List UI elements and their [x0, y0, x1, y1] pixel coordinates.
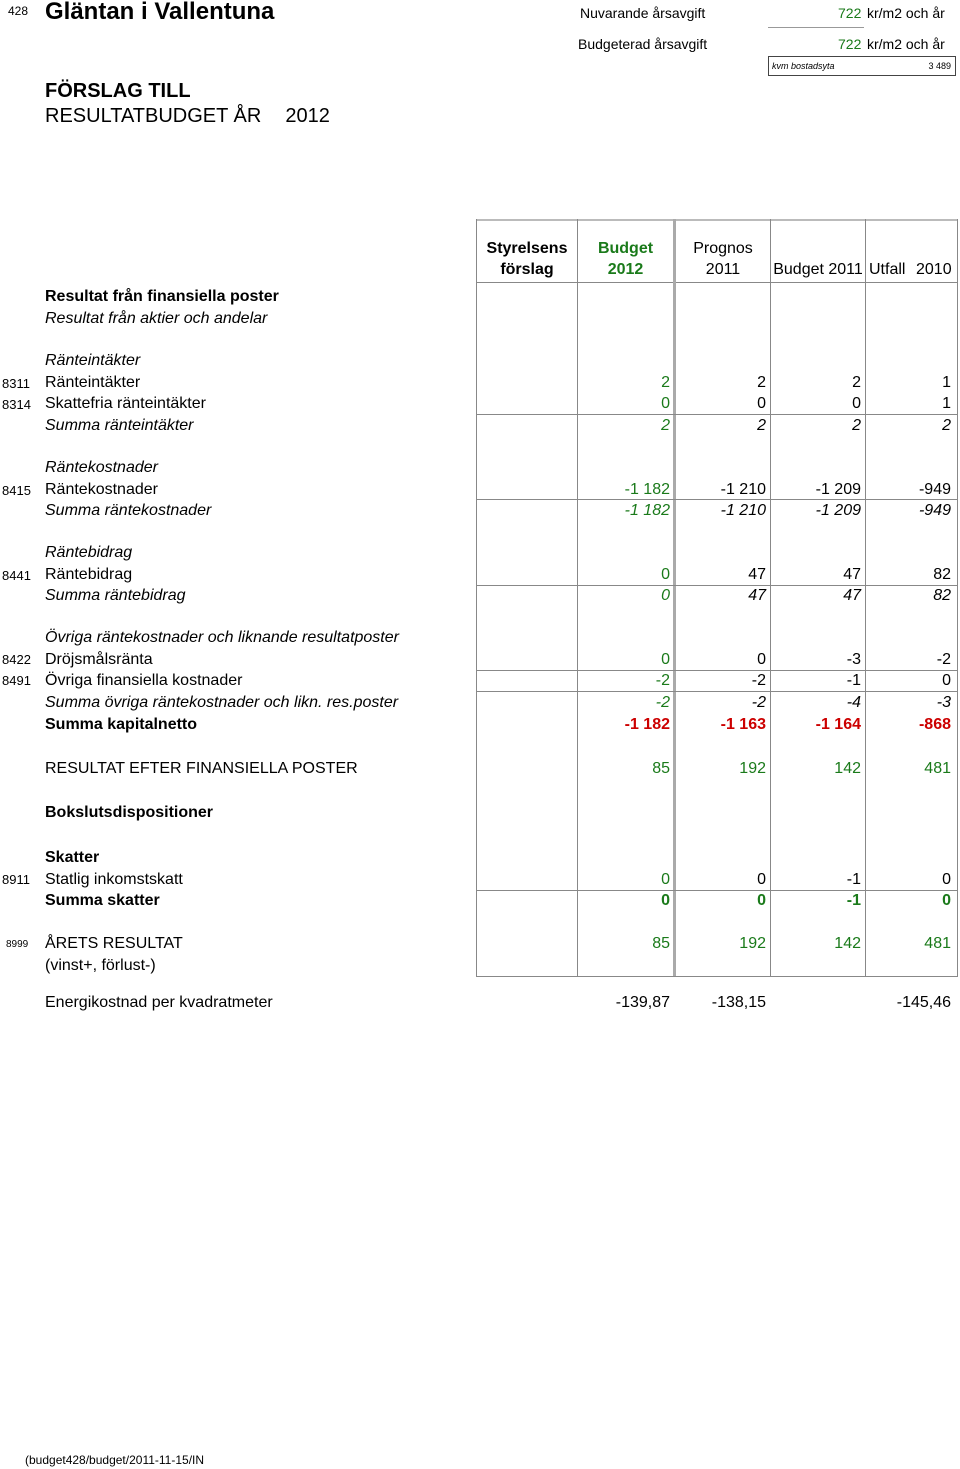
row-8422-prognos: 0 — [757, 651, 766, 668]
row-8441-budget2011: 47 — [843, 566, 861, 583]
energi-budget: -139,87 — [615, 994, 670, 1011]
row-8491-budget: -2 — [655, 672, 670, 689]
sum-ov-budget2011: -4 — [846, 694, 861, 711]
sum-rb-budget2011: 47 — [843, 587, 861, 604]
row-8415-utfall: -949 — [918, 481, 951, 498]
interest-cost-title: Räntekostnader — [45, 459, 158, 476]
row-8999-budget: 85 — [652, 935, 670, 952]
row-8311-budget2011: 2 — [852, 374, 861, 391]
row-8311-label: Ränteintäkter — [45, 374, 141, 391]
budget-fee-label: Budgeterad årsavgift — [578, 36, 708, 52]
page-number: 428 — [8, 4, 29, 18]
result-fin-prognos: 192 — [739, 760, 766, 777]
row-8441-utfall: 82 — [933, 566, 951, 583]
sum-skatt-label: Summa skatter — [45, 892, 160, 909]
interest-income-title: Ränteintäkter — [45, 352, 141, 369]
row-8441-label: Räntebidrag — [45, 566, 133, 583]
row-8441-prognos: 47 — [748, 566, 766, 583]
sum-ri-label: Summa ränteintäkter — [45, 417, 194, 434]
energi-utfall: -145,46 — [896, 994, 951, 1011]
sum-skatt-prognos: 0 — [757, 892, 766, 909]
result-fin-utfall: 481 — [924, 760, 951, 777]
row-8422-label: Dröjsmålsränta — [45, 651, 153, 668]
code-8415: 8415 — [2, 483, 31, 498]
col-utfall: Utfall — [869, 261, 906, 278]
area-label: kvm bostadsyta — [772, 61, 835, 71]
row-8311-utfall: 1 — [942, 374, 951, 391]
row-8422-budget: 0 — [661, 651, 670, 668]
sum-ov-budget: -2 — [655, 694, 670, 711]
row-8422-budget2011: -3 — [846, 651, 861, 668]
sum-ri-utfall: 2 — [942, 417, 951, 434]
result-fin-label: RESULTAT EFTER FINANSIELLA POSTER — [45, 760, 358, 777]
energi-prognos: -138,15 — [711, 994, 766, 1011]
row-8491-label: Övriga finansiella kostnader — [45, 672, 243, 689]
energi-label: Energikostnad per kvadratmeter — [45, 994, 273, 1011]
col-styrelsens-2: förslag — [500, 261, 554, 278]
area-box — [768, 56, 956, 76]
code-8911: 8911 — [2, 872, 30, 887]
sum-kap-utfall: -868 — [918, 716, 951, 733]
row-8311-prognos: 2 — [757, 374, 766, 391]
other-title: Övriga räntekostnader och liknande resultatposter — [45, 629, 399, 646]
sum-skatt-utfall: 0 — [942, 892, 951, 909]
row-8415-prognos: -1 210 — [720, 481, 766, 498]
sum-ov-prognos: -2 — [751, 694, 766, 711]
code-8999: 8999 — [6, 939, 29, 950]
row-8415-budget: -1 182 — [624, 481, 670, 498]
row-8311-budget: 2 — [661, 374, 670, 391]
row-8491-prognos: -2 — [751, 672, 766, 689]
sum-rk-budget2011: -1 209 — [815, 502, 861, 519]
row-8491-utfall: 0 — [942, 672, 951, 689]
sum-kap-label: Summa kapitalnetto — [45, 716, 198, 733]
row-8314-utfall: 1 — [942, 395, 951, 412]
col-budget2011: Budget 2011 — [773, 261, 863, 278]
current-fee-unit: kr/m2 och år — [867, 5, 945, 21]
row-8314-label: Skattefria ränteintäkter — [45, 395, 206, 412]
code-8491: 8491 — [2, 673, 31, 688]
sum-kap-budget2011: -1 164 — [815, 716, 861, 733]
row-8999-label2: (vinst+, förlust-) — [45, 957, 156, 974]
sum-ov-utfall: -3 — [936, 694, 951, 711]
code-8311: 8311 — [2, 376, 30, 391]
row-8999-budget2011: 142 — [834, 935, 861, 952]
skatter-title: Skatter — [45, 849, 100, 866]
row-8911-label: Statlig inkomstskatt — [45, 871, 183, 888]
sum-rb-budget: 0 — [661, 587, 670, 604]
row-8314-prognos: 0 — [757, 395, 766, 412]
shares-title: Resultat från aktier och andelar — [45, 310, 268, 327]
sum-rb-label: Summa räntebidrag — [45, 587, 186, 604]
row-8999-label: ÅRETS RESULTAT — [45, 935, 183, 952]
heading-line2: RESULTATBUDGET ÅR 2012 — [45, 105, 330, 127]
heading-line1: FÖRSLAG TILL — [45, 80, 191, 102]
col-utfall-year: 2010 — [916, 261, 952, 278]
row-8491-budget2011: -1 — [846, 672, 861, 689]
result-fin-budget2011: 142 — [834, 760, 861, 777]
row-8999-prognos: 192 — [739, 935, 766, 952]
sum-rb-utfall: 82 — [933, 587, 951, 604]
col-styrelsens-1: Styrelsens — [486, 240, 568, 257]
row-8441-budget: 0 — [661, 566, 670, 583]
row-8314-budget2011: 0 — [852, 395, 861, 412]
code-8422: 8422 — [2, 652, 31, 667]
current-fee-label: Nuvarande årsavgift — [580, 5, 706, 21]
col-prognos-2: 2011 — [705, 261, 741, 278]
sum-ri-budget2011: 2 — [852, 417, 861, 434]
row-8415-label: Räntekostnader — [45, 481, 158, 498]
budget-fee-unit: kr/m2 och år — [867, 36, 945, 52]
row-8911-utfall: 0 — [942, 871, 951, 888]
sum-kap-prognos: -1 163 — [720, 716, 766, 733]
row-8415-budget2011: -1 209 — [815, 481, 861, 498]
fin-title: Resultat från finansiella poster — [45, 288, 279, 305]
sum-rk-prognos: -1 210 — [720, 502, 766, 519]
subsidy-title: Räntebidrag — [45, 544, 133, 561]
sum-rk-label: Summa räntekostnader — [45, 502, 212, 519]
code-8314: 8314 — [2, 397, 31, 412]
row-8911-budget2011: -1 — [846, 871, 861, 888]
sum-skatt-budget: 0 — [661, 892, 670, 909]
current-fee-value: 722 — [838, 5, 862, 21]
code-8441: 8441 — [2, 568, 31, 583]
row-8314-budget: 0 — [661, 395, 670, 412]
sum-ri-prognos: 2 — [757, 417, 766, 434]
area-value: 3 489 — [928, 61, 951, 71]
sum-kap-budget: -1 182 — [624, 716, 670, 733]
page-title: Gläntan i Vallentuna — [45, 0, 275, 25]
row-8911-budget: 0 — [661, 871, 670, 888]
sum-ri-budget: 2 — [661, 417, 670, 434]
sum-rk-budget: -1 182 — [624, 502, 670, 519]
row-8911-prognos: 0 — [757, 871, 766, 888]
col-budget-2: 2012 — [607, 261, 644, 278]
result-fin-budget: 85 — [652, 760, 670, 777]
budget-fee-value: 722 — [838, 36, 862, 52]
sum-rk-utfall: -949 — [918, 502, 951, 519]
row-8422-utfall: -2 — [936, 651, 951, 668]
sum-skatt-budget2011: -1 — [846, 892, 861, 909]
bokslut-title: Bokslutsdispositioner — [45, 804, 214, 821]
col-prognos-1: Prognos — [693, 240, 753, 257]
sum-ov-label: Summa övriga räntekostnader och likn. res.poster — [45, 694, 399, 711]
footer-ref: (budget428/budget/2011-11-15/IN — [25, 1453, 205, 1467]
col-budget-1: Budget — [597, 240, 654, 257]
row-8999-utfall: 481 — [924, 935, 951, 952]
sum-rb-prognos: 47 — [748, 587, 766, 604]
